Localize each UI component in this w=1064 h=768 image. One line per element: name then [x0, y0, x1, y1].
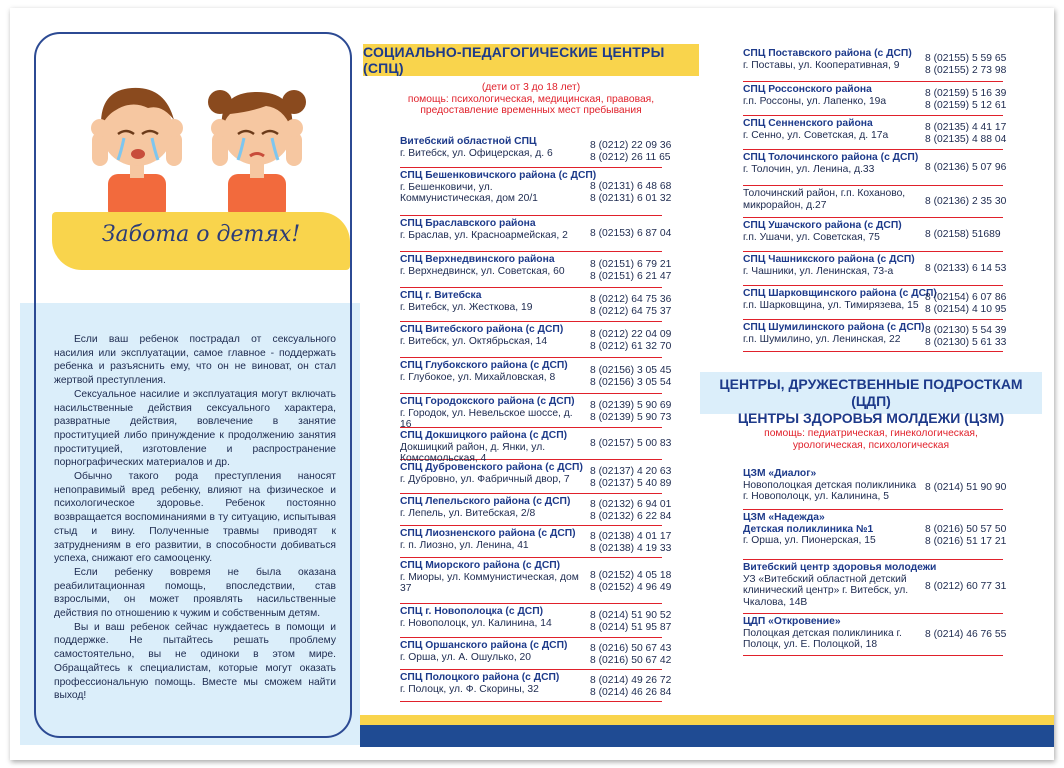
center-name: СПЦ Глубокского района (с ДСП) [400, 360, 568, 371]
phone-number: 8 (0214) 46 26 84 [590, 686, 672, 698]
phone-number: 8 (02132) 6 94 01 [590, 499, 672, 510]
contact-entry [400, 640, 672, 670]
center-address: г.п. Шумилино, ул. Ленинская, 22 [743, 333, 901, 345]
contact-entry [400, 430, 672, 464]
center-address: г.п. Ушачи, ул. Советская, 75 [743, 231, 880, 243]
banner-title: Забота о детях! [101, 222, 301, 247]
phone-number: 8 (02158) 51689 [925, 229, 1001, 240]
phone-numbers [590, 675, 671, 698]
center-name: СПЦ Лепельского района (с ДСП) [400, 496, 571, 507]
phone-numbers [925, 629, 1006, 641]
contact-entry [743, 512, 1007, 560]
phone-number: 8 (02136) 5 07 96 [925, 162, 1007, 173]
center-name: СПЦ Поставского района (с ДСП) [743, 48, 912, 59]
cdp-title-line-2: ЦЕНТРЫ ЗДОРОВЬЯ МОЛДЕЖИ (ЦЗМ) [737, 410, 1005, 426]
contact-entry [400, 218, 672, 252]
contact-entry [400, 672, 672, 702]
phone-number: 8 (02131) 6 48 68 [590, 181, 672, 192]
center-name: Витебский центр здоровья молодежи [743, 562, 937, 573]
phone-number: 8 (0212) 26 11 65 [590, 151, 671, 163]
phone-number: 8 (0216) 50 67 42 [590, 654, 672, 666]
center-name: СПЦ Ушачского района (с ДСП) [743, 220, 902, 231]
cdp-help-line-1: помощь: педиатрическая, гинекологическая, [764, 428, 978, 439]
phone-number: 8 (02154) 4 10 95 [925, 303, 1007, 315]
center-address: г. Толочин, ул. Ленина, д.33 [743, 163, 875, 175]
phone-number: 8 (0214) 46 76 55 [925, 629, 1007, 640]
phone-number: 8 (0214) 51 95 87 [590, 621, 672, 633]
contact-entry [400, 606, 672, 638]
center-name: СПЦ Городокского района (с ДСП) [400, 396, 575, 407]
center-name-line-2: Детская поликлиника №1 [743, 523, 874, 535]
center-name: СПЦ Чашникского района (с ДСП) [743, 254, 915, 265]
center-address: г.п. Шарковщина, ул. Тимирязева, 15 [743, 299, 919, 311]
center-name: ЦЗМ «Диалог» [743, 468, 817, 479]
center-address: г. Новополоцк, ул. Калинина, 14 [400, 617, 552, 629]
phone-number: 8 (02137) 4 20 63 [590, 466, 672, 477]
phone-number: 8 (02135) 4 88 04 [925, 133, 1007, 145]
phone-number: 8 (0212) 22 04 09 [590, 329, 672, 340]
center-address: УЗ «Витебский областной детский клинический центр» г. Витебск, ул. Чкалова, 14В [743, 573, 909, 608]
phone-number: 8 (0216) 51 17 21 [925, 535, 1007, 547]
center-name: СПЦ Миорского района (с ДСП) [400, 560, 561, 571]
phone-number: 8 (02155) 5 59 65 [925, 53, 1007, 64]
center-name: СПЦ Лиозненского района (с ДСП) [400, 528, 576, 539]
phone-numbers [590, 570, 671, 593]
phone-number: 8 (02138) 4 01 17 [590, 531, 672, 542]
phone-number: 8 (02139) 5 90 69 [590, 400, 672, 411]
center-address: г. Верхнедвинск, ул. Советская, 60 [400, 265, 565, 277]
phone-numbers [590, 181, 671, 204]
spc-section-title: СОЦИАЛЬНО-ПЕДАГОГИЧЕСКИЕ ЦЕНТРЫ (СПЦ) [363, 44, 699, 76]
phone-number: 8 (0214) 49 26 72 [590, 675, 672, 686]
contact-entry [743, 616, 1007, 656]
phone-number: 8 (02137) 5 40 89 [590, 477, 672, 489]
center-name: ЦДП «Откровение» [743, 616, 841, 627]
contact-entry [400, 462, 672, 494]
cdp-list [743, 468, 1007, 658]
footer-stripe-blue [360, 725, 1054, 747]
center-name: СПЦ Дубровенского района (с ДСП) [400, 462, 583, 473]
phone-number: 8 (0212) 61 32 70 [590, 340, 672, 352]
phone-numbers [590, 400, 671, 423]
contact-entry [400, 560, 672, 604]
phone-number: 8 (0216) 50 67 43 [590, 643, 672, 654]
center-name: СПЦ Докшицкого района (с ДСП) [400, 430, 568, 441]
phone-numbers [925, 122, 1006, 145]
cdp-subtitle [700, 428, 1042, 451]
center-address: г. Витебск, ул. Жесткова, 19 [400, 301, 533, 313]
paragraph: Если ребенку вовремя не была оказана реабилитационная помощь, впоследствии, став взрослыми, он может проявлять насильственные действия по отношению к чужим и собственным детям. [54, 566, 336, 620]
contact-entry [743, 84, 1007, 116]
center-address: г. Витебск, ул. Офицерская, д. 6 [400, 147, 553, 159]
paragraph: Сексуальное насилие и эксплуатация могут включать насильственные действия сексуального характера, развратные действия, вовлечение в занятие проституцией либо принуждение к продолжению занятия проституцией, изготовление и распространение порнографических материалов и др. [54, 388, 336, 469]
phone-numbers [925, 325, 1006, 348]
spc-list-continued [743, 48, 1007, 354]
phone-number: 8 (02130) 5 61 33 [925, 336, 1007, 348]
phone-numbers [590, 140, 671, 163]
center-address: г. Миоры, ул. Коммунистическая, дом 37 [400, 571, 579, 594]
phone-number: 8 (02153) 6 87 04 [590, 228, 672, 239]
spc-help-line-2: предоставление временных мест пребывания [420, 105, 642, 116]
contact-entry [743, 152, 1007, 186]
contact-entry [400, 254, 672, 288]
phone-numbers [590, 365, 671, 388]
center-address: г. Дубровно, ул. Фабричный двор, 7 [400, 473, 570, 485]
brochure-sheet [10, 8, 1054, 760]
contact-entry [400, 496, 672, 526]
contact-entry [743, 188, 1007, 218]
phone-number: 8 (02156) 3 05 54 [590, 376, 672, 388]
phone-number: 8 (0212) 64 75 36 [590, 294, 672, 305]
center-address: г. Поставы, ул. Кооперативная, 9 [743, 59, 900, 71]
spc-help-line-1: помощь: психологическая, медицинская, правовая, [407, 93, 655, 105]
center-address: г. Сенно, ул. Советская, д. 17а [743, 129, 889, 141]
phone-numbers [590, 329, 671, 352]
center-name: СПЦ г. Новополоцка (с ДСП) [400, 606, 544, 617]
phone-numbers [590, 228, 671, 240]
center-name: СПЦ Сенненского района [743, 118, 873, 129]
center-address: г. Глубокое, ул. Михайловская, 8 [400, 371, 556, 383]
phone-numbers [590, 259, 671, 282]
center-name: СПЦ Бешенковичского района (с ДСП) [400, 170, 597, 181]
phone-numbers [925, 162, 1006, 174]
phone-number: 8 (02136) 2 35 30 [925, 196, 1007, 207]
phone-number: 8 (02130) 5 54 39 [925, 325, 1007, 336]
center-address: г. Чашники, ул. Ленинская, 73-а [743, 265, 894, 277]
phone-numbers [590, 466, 671, 489]
center-address: Полоцкая детская поликлиника г. Полоцк, ул. Е. Полоцкой, 18 [743, 627, 902, 650]
phone-numbers [925, 88, 1006, 111]
phone-number: 8 (02139) 5 90 73 [590, 411, 672, 423]
phone-number: 8 (02151) 6 79 21 [590, 259, 672, 270]
spc-age-note: (дети от 3 до 18 лет) [481, 82, 581, 93]
center-address: г. Орша, ул. Пионерская, 15 [743, 535, 876, 546]
phone-number: 8 (02131) 6 01 32 [590, 192, 672, 204]
phone-number: 8 (0212) 22 09 36 [590, 140, 672, 151]
center-address: Докшицкий район, д. Янки, ул. Комсомольская, 4 [400, 441, 546, 464]
paragraph: Вы и ваш ребенок сейчас нуждаетесь в помощи и поддержке. Не пытайтесь решать проблему самостоятельно, вы не одиноки в этом мире. Обращайтесь к специалистам, которые могут оказать профессиональную помощь. Вместе мы сможем найти выход! [54, 621, 336, 702]
contact-entry [743, 48, 1007, 82]
phone-number: 8 (02135) 4 41 17 [925, 122, 1007, 133]
phone-numbers [925, 581, 1006, 593]
phone-number: 8 (0216) 50 57 50 [925, 524, 1007, 535]
phone-numbers [590, 499, 671, 522]
center-address: г. Городок, ул. Невельское шоссе, д. 16 [400, 407, 573, 430]
phone-number: 8 (0212) 64 75 37 [590, 305, 672, 317]
contact-entry [743, 254, 1007, 286]
cdp-help-line-2: урологическая, психологическая [792, 439, 950, 451]
crying-children-illustration [70, 70, 320, 220]
center-name: СПЦ Оршанского района (с ДСП) [400, 640, 568, 651]
phone-numbers [590, 531, 671, 554]
phone-numbers [925, 482, 1006, 494]
phone-numbers [925, 263, 1006, 275]
center-address: г.п. Россоны, ул. Лапенко, 19а [743, 95, 887, 107]
phone-number: 8 (02155) 2 73 98 [925, 64, 1007, 76]
contact-entry [400, 396, 672, 430]
cdp-title-line-1: ЦЕНТРЫ, ДРУЖЕСТВЕННЫЕ ПОДРОСТКАМ (ЦДП) [719, 376, 1023, 409]
phone-numbers [925, 524, 1006, 547]
girl-figure [208, 90, 306, 220]
contact-entry [743, 220, 1003, 252]
footer-stripe-yellow [360, 715, 1054, 725]
phone-numbers [925, 53, 1006, 76]
center-name: СПЦ Шумилинского района (с ДСП) [743, 322, 925, 333]
phone-number: 8 (02157) 5 00 83 [590, 438, 672, 449]
cdp-section-title [700, 372, 1042, 426]
boy-figure [91, 88, 183, 220]
center-name: ЦЗМ «Надежда» [743, 512, 825, 523]
phone-number: 8 (0214) 51 90 90 [925, 482, 1007, 493]
center-name: СПЦ Верхнедвинского района [400, 254, 555, 265]
contact-entry [400, 324, 672, 358]
contact-entry [400, 528, 672, 558]
center-address: г. Браслав, ул. Красноармейская, 2 [400, 229, 568, 241]
contact-entry [743, 468, 1007, 510]
center-name: СПЦ Витебского района (с ДСП) [400, 324, 564, 335]
contact-entry [743, 118, 1007, 150]
phone-number: 8 (02156) 3 05 45 [590, 365, 672, 376]
contact-entry [400, 360, 672, 394]
center-address: г. п. Лиозно, ул. Ленина, 41 [400, 539, 529, 551]
care-banner [52, 212, 350, 270]
phone-numbers [925, 196, 1006, 208]
phone-numbers [590, 610, 671, 633]
phone-numbers [590, 294, 671, 317]
center-address: г. Полоцк, ул. Ф. Скорины, 32 [400, 683, 539, 695]
phone-number: 8 (0214) 51 90 52 [590, 610, 672, 621]
contact-entry [743, 322, 1007, 352]
contact-entry [400, 170, 672, 216]
center-name: СПЦ Россонского района [743, 84, 872, 95]
phone-number: 8 (02133) 6 14 53 [925, 263, 1007, 274]
center-name: СПЦ Полоцкого района (с ДСП) [400, 672, 560, 683]
contact-entry [400, 136, 672, 168]
phone-number: 8 (02132) 6 22 84 [590, 510, 672, 522]
phone-number: 8 (02152) 4 96 49 [590, 581, 672, 593]
center-address: г. Бешенковичи, ул. Коммунистическая, дом 20/1 [400, 181, 538, 204]
contact-entry [743, 288, 1007, 320]
center-address: Новополоцкая детская поликлиника г. Новополоцк, ул. Калинина, 5 [743, 479, 917, 502]
center-address: г. Орша, ул. А. Ошулько, 20 [400, 651, 531, 663]
contact-entry [400, 290, 672, 322]
center-name: СПЦ Шарковщинского района (с ДСП) [743, 288, 937, 299]
phone-number: 8 (0212) 60 77 31 [925, 581, 1007, 592]
phone-numbers [590, 438, 671, 450]
phone-number: 8 (02154) 6 07 86 [925, 292, 1007, 303]
spc-list [400, 136, 672, 698]
center-name: СПЦ г. Витебска [400, 290, 482, 301]
phone-numbers [590, 643, 671, 666]
phone-number: 8 (02138) 4 19 33 [590, 542, 672, 554]
phone-numbers [925, 229, 1001, 241]
center-name: СПЦ Толочинского района (с ДСП) [743, 152, 919, 163]
phone-numbers [925, 292, 1006, 315]
contact-entry [743, 562, 1007, 614]
phone-number: 8 (02159) 5 16 39 [925, 88, 1007, 99]
spc-subtitle [363, 82, 699, 117]
paragraph: Обычно такого рода преступления наносят непоправимый вред ребенку, влияют на физическое и психологическое здоровье. Ребенок постоянно возвращается воспоминаниями в ту ситуацию, испытывая стыд и вину. Полученные травмы приводят к затруднениям в его развитии, в способности добиваться успеха, снижают его самооценку. [54, 471, 336, 565]
phone-number: 8 (02151) 6 21 47 [590, 270, 672, 282]
center-address: Толочинский район, г.п. Коханово, микрорайон, д.27 [743, 188, 906, 211]
center-name: Витебский областной СПЦ [400, 136, 537, 147]
left-body-text [54, 333, 336, 703]
center-address: г. Витебск, ул. Октябрьская, 14 [400, 335, 548, 347]
paragraph: Если ваш ребенок пострадал от сексуального насилия или эксплуатации, самое главное - поддержать ребенка и разъяснить ему, что он не виноват, он стал жертвой преступления. [54, 334, 336, 387]
center-address: г. Лепель, ул. Витебская, 2/8 [400, 507, 536, 519]
phone-number: 8 (02152) 4 05 18 [590, 570, 672, 581]
center-name: СПЦ Браславского района [400, 218, 536, 229]
phone-number: 8 (02159) 5 12 61 [925, 99, 1007, 111]
